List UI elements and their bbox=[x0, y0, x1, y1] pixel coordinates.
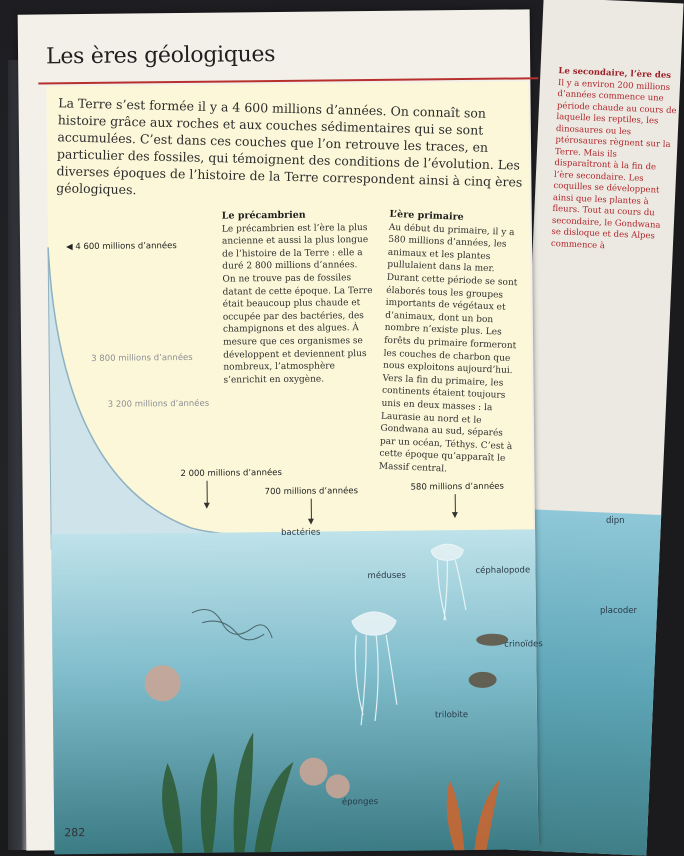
label-4600-text: 4 600 millions d’années bbox=[75, 241, 177, 253]
label-sponges: éponges bbox=[341, 796, 379, 808]
precambrian-heading: Le précambrien bbox=[221, 209, 306, 222]
label-2000-my: 2 000 millions d’années bbox=[180, 467, 282, 480]
primary-era-heading: L’ère primaire bbox=[389, 208, 464, 223]
label-trilobite: trilobite bbox=[434, 710, 469, 721]
label-crinoids: crinoïdes bbox=[504, 639, 543, 650]
label-700-my: 700 millions d’années bbox=[264, 486, 359, 498]
label-580-my: 580 millions d’années bbox=[410, 481, 505, 493]
primary-era-column bbox=[379, 209, 525, 479]
precambrian-column bbox=[222, 209, 374, 387]
page-title: Les ères géologiques bbox=[45, 42, 276, 70]
page-number: 282 bbox=[64, 826, 86, 840]
label-placoderme: placoder bbox=[600, 606, 637, 616]
label-4600-my bbox=[66, 241, 177, 252]
arrow-580-icon bbox=[455, 494, 456, 514]
label-jellyfish: méduses bbox=[367, 570, 406, 582]
intro-paragraph: La Terre s’est formée il y a 4 600 millions d’années. On connaît son histoire grâce aux roches et aux couches sédimentaires qui se sont accumulées. C’est dans ces couches que l’on retrouve les traces, en particulier des fossiles, qui témoignent des conditions de l’évolution. Les diverses époques de l’histoire de la Terre correspondent ainsi à cinq ères géologiques. bbox=[56, 95, 523, 198]
label-cephalopod: céphalopode bbox=[475, 565, 531, 576]
facing-page-body: Il y a environ 200 millions d’années commence une période chaude au cours de laquelle les reptiles, les dinosaures ou les ptérosaures règnent sur la Terre. Mais ils disparaîtront à la fin de l’ère secondaire. Les coquilles se développent ainsi que les plantes à fleurs. Tout au cours du secondaire, le Gondwana se disloque et des Alpes commence à bbox=[550, 77, 677, 251]
primary-era-text: Au début du primaire, il y a 580 millions d’années, les animaux et les plantes pullulaient dans la mer. Durant cette période se sont élaborés tous les groupes importants de végétaux et d’animaux, dont un bon nombre n’existe plus. Les forêts du primaire formeront les couches de charbon que nous exploitons aujourd’hui. Vers la fin du primaire, les continents étaient toujours unis en deux masses : la Laurasie au nord et le Gondwana au sud, séparés par un océan, Téthys. C’est à cette époque qu’apparaît le Massif central. bbox=[378, 222, 518, 475]
precambrian-text: Le précambrien est l’ère la plus ancienne et aussi la plus longue de l’histoire de la Terre : elle a duré 2 800 millions d’années. On ne trouve pas de fossiles datant de cette époque. La Terre était beaucoup plus chaude et occupée par des bactéries, des champignons et des algues. À mesure que ces organismes se développent et deviennent plus nombreux, l’atmosphère s’enrichit en oxygène. bbox=[221, 222, 373, 386]
sea-illustration bbox=[51, 529, 538, 854]
label-3800-my: 3 800 millions d’années bbox=[91, 352, 193, 364]
label-dipneuste: dipn bbox=[606, 516, 625, 526]
book-page bbox=[18, 9, 543, 850]
label-bacteria: bactéries bbox=[281, 527, 321, 538]
arrow-left-icon: ◀ bbox=[66, 242, 73, 253]
label-3200-my: 3 200 millions d’années bbox=[107, 398, 210, 410]
facing-page-text bbox=[551, 66, 679, 255]
facing-page-title: Le secondaire, l’ère des bbox=[558, 66, 672, 81]
